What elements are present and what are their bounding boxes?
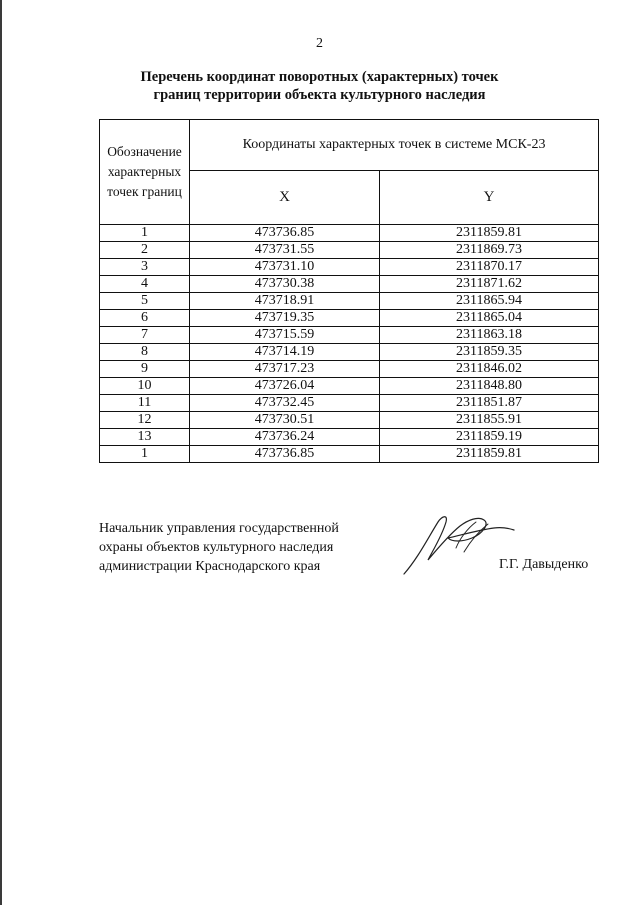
point-cell: 10: [100, 378, 190, 395]
point-cell: 8: [100, 344, 190, 361]
x-cell: 473736.85: [190, 446, 380, 463]
point-cell: 7: [100, 327, 190, 344]
x-cell: 473714.19: [190, 344, 380, 361]
table-row: [100, 242, 599, 259]
y-cell: 2311859.19: [380, 429, 599, 446]
x-cell: 473731.55: [190, 242, 380, 259]
x-cell: 473731.10: [190, 259, 380, 276]
y-cell: 2311859.81: [380, 446, 599, 463]
y-cell: 2311848.80: [380, 378, 599, 395]
y-cell: 2311859.81: [380, 225, 599, 242]
y-cell: 2311870.17: [380, 259, 599, 276]
table-row: [100, 276, 599, 293]
x-cell: 473718.91: [190, 293, 380, 310]
x-cell: 473726.04: [190, 378, 380, 395]
y-cell: 2311869.73: [380, 242, 599, 259]
y-cell: 2311851.87: [380, 395, 599, 412]
scan-edge: [0, 0, 2, 905]
signatory-position: [99, 519, 399, 576]
x-cell: 473730.38: [190, 276, 380, 293]
table-row: [100, 429, 599, 446]
y-cell: 2311859.35: [380, 344, 599, 361]
y-cell: 2311855.91: [380, 412, 599, 429]
y-cell: 2311865.94: [380, 293, 599, 310]
x-cell: 473730.51: [190, 412, 380, 429]
table-row: [100, 225, 599, 242]
title-line-1: Перечень координат поворотных (характерных) точек: [140, 69, 499, 85]
table-row: [100, 259, 599, 276]
y-cell: 2311871.62: [380, 276, 599, 293]
x-cell: 473717.23: [190, 361, 380, 378]
designation-header-line: характерных: [107, 164, 182, 179]
coordinates-table: [99, 119, 599, 463]
point-cell: 1: [100, 225, 190, 242]
point-cell: 11: [100, 395, 190, 412]
table-row: [100, 293, 599, 310]
y-cell: 2311846.02: [380, 361, 599, 378]
point-cell: 1: [100, 446, 190, 463]
title-line-2: границ территории объекта культурного наследия: [153, 87, 486, 103]
x-cell: 473719.35: [190, 310, 380, 327]
x-column-header: X: [190, 171, 380, 225]
x-cell: 473715.59: [190, 327, 380, 344]
y-column-header: Y: [380, 171, 599, 225]
point-cell: 9: [100, 361, 190, 378]
position-line: охраны объектов культурного наследия: [99, 540, 334, 555]
table-row: [100, 446, 599, 463]
x-cell: 473736.24: [190, 429, 380, 446]
coordinate-system-header: Координаты характерных точек в системе МСК-23: [190, 120, 599, 171]
point-cell: 5: [100, 293, 190, 310]
position-line: администрации Краснодарского края: [99, 559, 321, 574]
table-row: [100, 327, 599, 344]
page-number: 2: [316, 36, 323, 51]
table-row: [100, 310, 599, 327]
y-cell: 2311865.04: [380, 310, 599, 327]
point-cell: 6: [100, 310, 190, 327]
point-cell: 4: [100, 276, 190, 293]
point-cell: 12: [100, 412, 190, 429]
designation-header: [100, 120, 190, 225]
signatory-name: Г.Г. Давыденко: [499, 557, 589, 572]
table-row: [100, 412, 599, 429]
table-row: [100, 361, 599, 378]
document-title: [0, 68, 639, 104]
x-cell: 473732.45: [190, 395, 380, 412]
x-cell: 473736.85: [190, 225, 380, 242]
point-cell: 2: [100, 242, 190, 259]
table-row: [100, 378, 599, 395]
position-line: Начальник управления государственной: [99, 521, 339, 536]
designation-header-line: точек границ: [107, 184, 182, 199]
designation-header-line: Обозначение: [107, 144, 182, 159]
table-row: [100, 395, 599, 412]
point-cell: 3: [100, 259, 190, 276]
point-cell: 13: [100, 429, 190, 446]
table-row: [100, 344, 599, 361]
y-cell: 2311863.18: [380, 327, 599, 344]
